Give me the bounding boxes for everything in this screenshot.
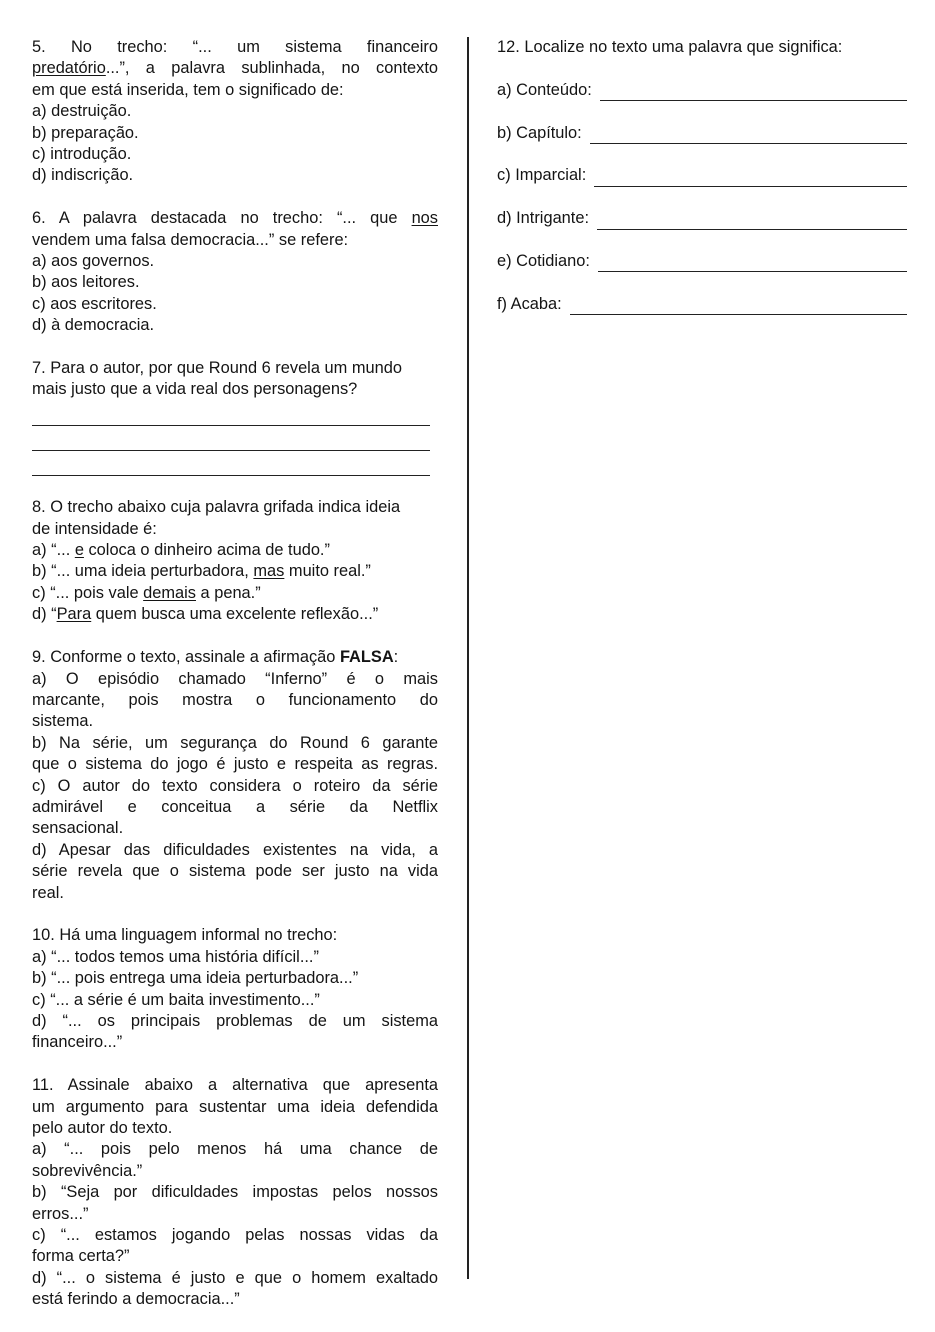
q6-option-c: c) aos escritores. — [32, 294, 157, 313]
q12-title: 12. Localize no texto uma palavra que significa: — [497, 38, 843, 56]
q9-line: marcante, pois mostra o funcionamento do — [32, 690, 438, 709]
answer-line[interactable] — [597, 213, 907, 230]
q9-line: sensacional. — [32, 819, 124, 838]
vocab-label: e) Cotidiano: — [497, 251, 590, 270]
question-10 — [32, 925, 438, 1053]
q10-line: d) “... os principais problemas de um sistema — [32, 1011, 438, 1030]
q8-line-1: 8. O trecho abaixo cuja palavra grifada indica ideia — [32, 498, 401, 517]
falsa-emphasis: FALSA — [339, 648, 394, 667]
q11-line: forma certa?” — [32, 1247, 130, 1266]
q7-line-1: 7. Para o autor, por que Round 6 revela um mundo — [32, 359, 402, 378]
q11-line: 11. Assinale abaixo a alternativa que apresenta — [32, 1076, 438, 1095]
question-12 — [497, 37, 907, 315]
q11-line: d) “... o sistema é justo e que o homem exaltado — [32, 1268, 438, 1287]
underlined-word: e — [74, 541, 84, 560]
q9-line: que o sistema do jogo é justo e respeita as regras. — [32, 755, 438, 774]
answer-line[interactable] — [598, 255, 907, 272]
q11-line: a) “... pois pelo menos há uma chance de — [32, 1140, 438, 1159]
q9-line-1: 9. Conforme o texto, assinale a afirmação FALSA: — [32, 648, 399, 667]
q5-option-c: c) introdução. — [32, 145, 132, 164]
q8-line-2: de intensidade é: — [32, 519, 157, 538]
vocab-item-intrigante — [497, 208, 907, 229]
underlined-word: nos — [411, 209, 438, 228]
q10-line: c) “... a série é um baita investimento...” — [32, 990, 320, 1009]
right-column — [497, 37, 907, 336]
q9-line: c) O autor do texto considera o roteiro da série — [32, 776, 438, 795]
q5-option-d: d) indiscrição. — [32, 166, 134, 185]
answer-line-3[interactable] — [32, 454, 430, 476]
answer-line[interactable] — [570, 298, 907, 315]
q10-line: financeiro...” — [32, 1033, 123, 1052]
q6-option-d: d) à democracia. — [32, 316, 155, 335]
q11-line: sobrevivência.” — [32, 1161, 143, 1180]
question-6 — [32, 208, 438, 336]
q8-option-a: a) “... e coloca o dinheiro acima de tudo.” — [32, 541, 330, 560]
underlined-word: demais — [143, 583, 196, 602]
vocab-item-conteudo — [497, 80, 907, 101]
q10-line: a) “... todos temos uma história difícil...” — [32, 947, 319, 966]
vocab-item-cotidiano — [497, 251, 907, 272]
q5-line-3: em que está inserida, tem o significado de: — [32, 80, 344, 99]
answer-line[interactable] — [594, 170, 907, 187]
vocab-item-imparcial — [497, 165, 907, 186]
q9-line: a) O episódio chamado “Inferno” é o mais — [32, 669, 438, 688]
q10-line: 10. Há uma linguagem informal no trecho: — [32, 926, 338, 945]
q11-line: c) “... estamos jogando pelas nossas vidas da — [32, 1226, 438, 1245]
answer-line-1[interactable] — [32, 404, 430, 426]
question-11 — [32, 1075, 438, 1310]
q8-option-b: b) “... uma ideia perturbadora, mas muito real.” — [32, 562, 371, 581]
left-column — [32, 37, 438, 1332]
q9-line: admirável e conceitua a série da Netflix — [32, 797, 438, 816]
vocab-label: d) Intrigante: — [497, 209, 590, 228]
q6-option-a: a) aos governos. — [32, 252, 155, 271]
q9-line: real. — [32, 883, 64, 902]
q6-option-b: b) aos leitores. — [32, 273, 140, 292]
q10-line: b) “... pois entrega uma ideia perturbadora...” — [32, 969, 359, 988]
question-9 — [32, 647, 438, 904]
underlined-word: mas — [253, 562, 285, 581]
q11-line: pelo autor do texto. — [32, 1119, 173, 1137]
vocab-label: a) Conteúdo: — [497, 80, 592, 99]
question-8 — [32, 497, 438, 625]
vocab-list — [497, 80, 907, 315]
question-5 — [32, 37, 438, 187]
answer-line-2[interactable] — [32, 429, 430, 451]
q6-line-1: 6. A palavra destacada no trecho: “... que nos — [32, 209, 438, 228]
vocab-label: c) Imparcial: — [497, 166, 587, 185]
q11-line: erros...” — [32, 1204, 89, 1223]
vocab-label: b) Capítulo: — [497, 123, 582, 142]
q5-line-1: 5. No trecho: “... um sistema financeiro — [32, 38, 438, 56]
q5-option-a: a) destruição. — [32, 102, 132, 121]
q11-line: um argumento para sustentar uma ideia defendida — [32, 1097, 438, 1116]
q6-line-2: vendem uma falsa democracia...” se refere: — [32, 230, 349, 249]
q9-line: b) Na série, um segurança do Round 6 garante — [32, 733, 438, 752]
q11-line: está ferindo a democracia...” — [32, 1290, 240, 1309]
q5-option-b: b) preparação. — [32, 123, 139, 142]
vocab-item-capitulo — [497, 123, 907, 144]
answer-line[interactable] — [590, 127, 907, 144]
q8-option-d: d) “Para quem busca uma excelente reflexão...” — [32, 605, 379, 624]
q9-line: sistema. — [32, 712, 94, 731]
q7-line-2: mais justo que a vida real dos personagens? — [32, 380, 358, 399]
q5-line-2: predatório...”, a palavra sublinhada, no contexto — [32, 59, 438, 78]
underlined-word: predatório — [32, 59, 106, 78]
q8-option-c: c) “... pois vale demais a pena.” — [32, 583, 261, 602]
q9-line: d) Apesar das dificuldades existentes na vida, a — [32, 840, 438, 859]
vocab-item-acaba — [497, 294, 907, 315]
q9-line: série revela que o sistema pode ser justo na vida — [32, 862, 438, 881]
underlined-word: Para — [56, 605, 92, 624]
answer-line[interactable] — [600, 84, 907, 101]
question-7 — [32, 358, 438, 476]
column-divider — [467, 37, 469, 1279]
vocab-label: f) Acaba: — [497, 294, 562, 313]
q11-line: b) “Seja por dificuldades impostas pelos nossos — [32, 1183, 438, 1202]
